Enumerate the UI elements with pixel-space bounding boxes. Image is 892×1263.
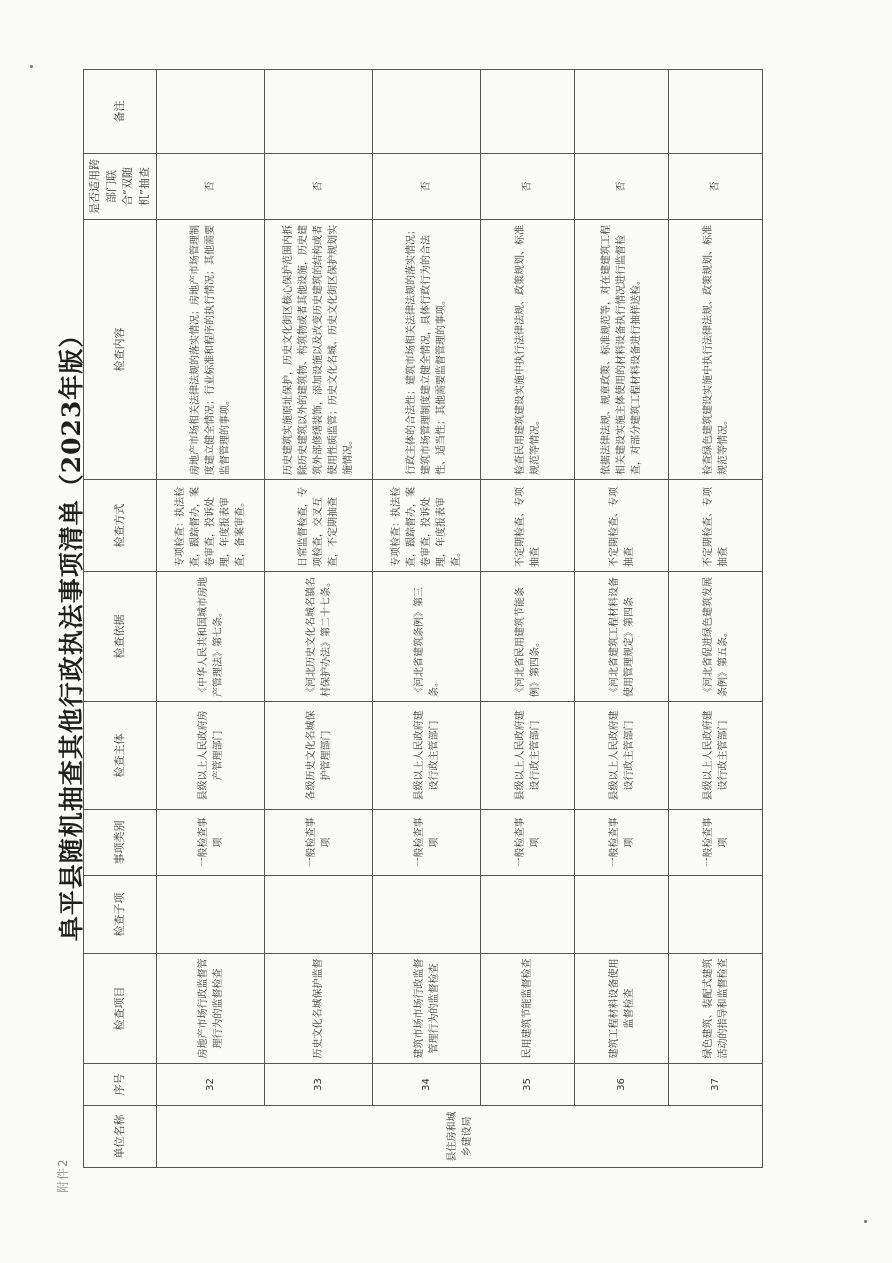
- content-cell: 房地产市场相关法律法规的落实情况；房地产市场管理制度建立健全情况；行业标准和程序的执行情况；其他需要监督管理的事项。: [157, 220, 265, 480]
- table-row: [373, 70, 481, 1168]
- header-subitem: 检查子项: [84, 876, 157, 954]
- header-item: 检查项目: [84, 954, 157, 1064]
- header-seq: 序号: [84, 1064, 157, 1106]
- scan-speck: [864, 1220, 867, 1223]
- header-content: 检查内容: [84, 220, 157, 480]
- basis-cell: 《河北省促进绿色建筑发展条例》第五条。: [669, 572, 763, 702]
- table-row: [265, 70, 373, 1168]
- scan-speck: [30, 65, 33, 68]
- seq-cell: 35: [481, 1064, 575, 1106]
- category-cell: 一般检查事项: [373, 810, 481, 876]
- remark-cell: [265, 70, 373, 154]
- method-cell: 专项检查：执法检查，跟踪督办，案卷审查，投诉处理，年度报表审查，备案审查。: [157, 480, 265, 572]
- table-row: [669, 70, 763, 1168]
- basis-cell: 《河北省建筑条例》第三条。: [373, 572, 481, 702]
- subject-cell: 县级以上人民政府建设行政主管部门: [373, 702, 481, 810]
- remark-cell: [481, 70, 575, 154]
- item-cell: 房地产市场行政监督管理行为的监督检查: [157, 954, 265, 1064]
- unit-name-cell: 县住房和城乡建设局: [157, 1106, 763, 1168]
- joint-cell: 否: [265, 154, 373, 220]
- seq-cell: 33: [265, 1064, 373, 1106]
- subitem-cell: [481, 876, 575, 954]
- header-remark: 备注: [84, 70, 157, 154]
- remark-cell: [575, 70, 669, 154]
- basis-cell: 《中华人民共和国城市房地产管理法》第七条。: [157, 572, 265, 702]
- subject-cell: 县级以上人民政府建设行政主管部门: [481, 702, 575, 810]
- seq-cell: 37: [669, 1064, 763, 1106]
- method-cell: 不定期检查、专项抽查: [481, 480, 575, 572]
- content-cell: 检查民用建筑建设实施中执行法律法规、政策规划、标准规范等情况。: [481, 220, 575, 480]
- category-cell: 一般检查事项: [669, 810, 763, 876]
- item-cell: 建筑市场市场行政监督管理行为的监督检查: [373, 954, 481, 1064]
- joint-cell: 否: [157, 154, 265, 220]
- content-cell: 历史建筑实施原址保护，历史文化街区核心保护范围内拆除历史建筑以外的建筑物、构筑物或者其他设施，历史建筑外部修缮装饰，添加设施以及改变历史建筑的结构或者使用性质监管；历史文化名城、历史文化街区保护规划实施情况。: [265, 220, 373, 480]
- table-row: [481, 70, 575, 1168]
- item-cell: 绿色建筑、装配式建筑活动的指导和监督检查: [669, 954, 763, 1064]
- table-row: [575, 70, 669, 1168]
- header-unit: 单位名称: [84, 1106, 157, 1168]
- category-cell: 一般检查事项: [157, 810, 265, 876]
- method-cell: 不定期检查、专项抽查: [575, 480, 669, 572]
- category-cell: 一般检查事项: [265, 810, 373, 876]
- remark-cell: [157, 70, 265, 154]
- content-cell: 行政主体的合法性；建筑市场相关法律法规的落实情况；建筑市场管理制度建立健全情况，具体行政行为的合法性、适当性；其他需要监督管理的事项。: [373, 220, 481, 480]
- header-row: [84, 70, 157, 1168]
- content-cell: 检查绿色建筑建设实施中执行法律法规、政策规划、标准规范等情况。: [669, 220, 763, 480]
- joint-cell: 否: [575, 154, 669, 220]
- header-method: 检查方式: [84, 480, 157, 572]
- subject-cell: 县级以上人民政府建设行政主管部门: [669, 702, 763, 810]
- basis-cell: 《河北省民用建筑节能条例》第四条。: [481, 572, 575, 702]
- category-cell: 一般检查事项: [575, 810, 669, 876]
- subitem-cell: [373, 876, 481, 954]
- subitem-cell: [265, 876, 373, 954]
- item-cell: 民用建筑节能监督检查: [481, 954, 575, 1064]
- item-cell: 历史文化名城保护监督: [265, 954, 373, 1064]
- subitem-cell: [157, 876, 265, 954]
- subject-cell: 县级以上人民政府建设行政主管部门: [575, 702, 669, 810]
- header-category: 事项类别: [84, 810, 157, 876]
- header-basis: 检查依据: [84, 572, 157, 702]
- header-subject: 检查主体: [84, 702, 157, 810]
- joint-cell: 否: [669, 154, 763, 220]
- page-title: 阜平县随机抽查其他行政执法事项清单（2023年版）: [57, 321, 86, 942]
- seq-cell: 34: [373, 1064, 481, 1106]
- subitem-cell: [669, 876, 763, 954]
- seq-cell: 32: [157, 1064, 265, 1106]
- subitem-cell: [575, 876, 669, 954]
- remark-cell: [669, 70, 763, 154]
- basis-cell: 《河北历史文化名城名镇名村保护办法》第二十七条。: [265, 572, 373, 702]
- inspection-table: [83, 69, 763, 1168]
- attachment-label: 附件2: [56, 1158, 70, 1193]
- item-cell: 建筑工程材料设备使用监督检查: [575, 954, 669, 1064]
- remark-cell: [373, 70, 481, 154]
- subject-cell: 县级以上人民政府房产管理部门: [157, 702, 265, 810]
- seq-cell: 36: [575, 1064, 669, 1106]
- joint-cell: 否: [373, 154, 481, 220]
- method-cell: 不定期检查、专项抽查: [669, 480, 763, 572]
- content-cell: 依据法律法规、规章政策、标准规范等，对在建建筑工程相关建设实施主体使用的材料设备执行情况进行监督检查，对部分建筑工程材料设备进行抽样送检。: [575, 220, 669, 480]
- joint-cell: 否: [481, 154, 575, 220]
- table-row: [157, 70, 265, 1168]
- header-joint: 是否适用跨部门联合“双随机”抽查: [84, 154, 157, 220]
- basis-cell: 《河北省建筑工程材料设备使用管理规定》第四条: [575, 572, 669, 702]
- subject-cell: 各级历史文化名城保护管理部门: [265, 702, 373, 810]
- method-cell: 日常监督检查，专项检查，交叉互查，不定期抽查: [265, 480, 373, 572]
- method-cell: 专项检查：执法检查，跟踪督办，案卷审查，投诉处理，年度报表审查。: [373, 480, 481, 572]
- category-cell: 一般检查事项: [481, 810, 575, 876]
